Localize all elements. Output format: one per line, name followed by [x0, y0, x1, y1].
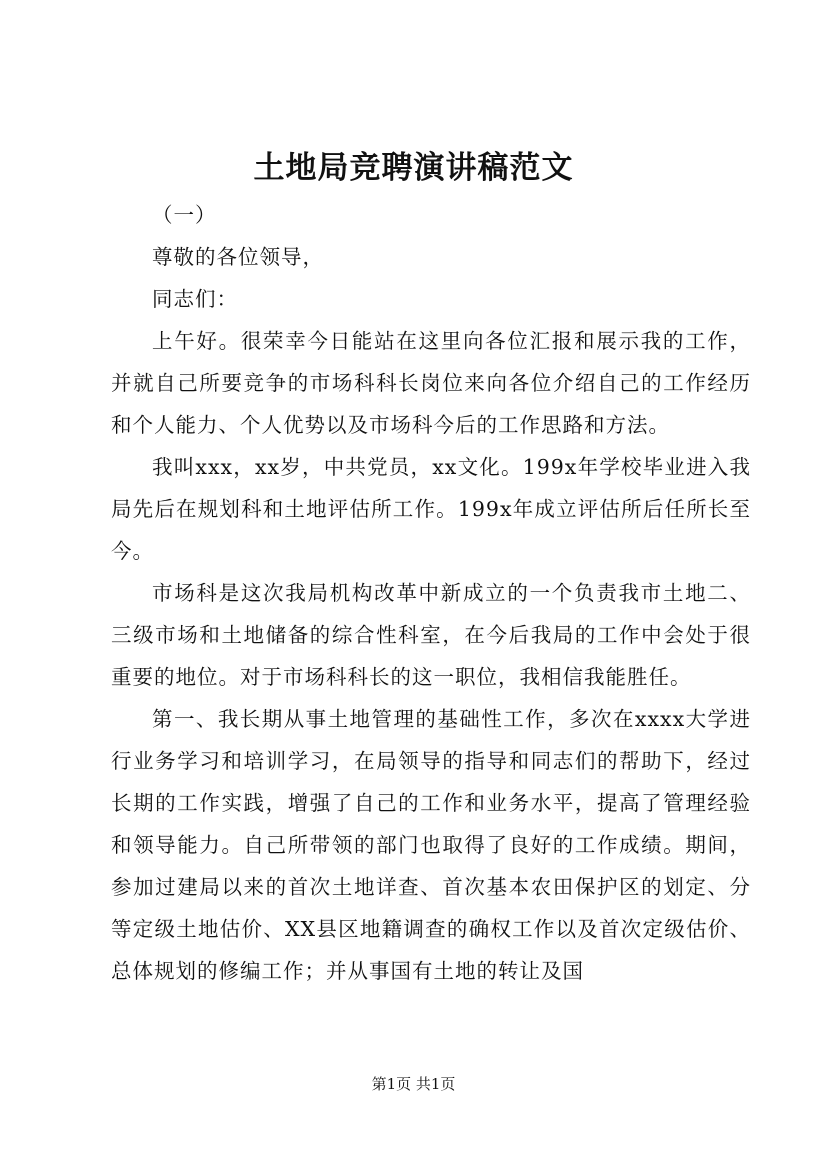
document-title: 土地局竞聘演讲稿范文 — [253, 150, 574, 186]
salutation: 尊敬的各位领导， — [152, 245, 324, 269]
page-footer: 第1页 共1页 — [371, 1075, 456, 1093]
paragraph-greeting: 上午好。很荣幸今日能站在这里向各位汇报和展示我的工作，并就自己所要竞争的市场科科长岗位来向各位介绍自己的工作经历和个人能力、个人优势以及市场科今后的工作思路和方法。 — [111, 329, 751, 437]
paragraph-first-reason: 第一、我长期从事土地管理的基础性工作，多次在xxxx大学进行业务学习和培训学习，在局领导的指导和同志们的帮助下，经过长期的工作实践，增强了自己的工作和业务水平，提高了管理经验和领导能力。自己所带领的部门也取得了良好的工作成绩。期间，参加过建局以来的首次土地详查、首次基本农田保护区的划定、分等定级土地估价、XX县区地籍调查的确权工作以及首次定级估价、总体规划的修编工作；并从事国有土地的转让及国 — [111, 707, 751, 983]
paragraph-introduction: 我叫xxx，xx岁，中共党员，xx文化。199x年学校毕业进入我局先后在规划科和土地评估所工作。199x年成立评估所后任所长至今。 — [111, 455, 751, 563]
paragraph-market-section: 市场科是这次我局机构改革中新成立的一个负责我市土地二、三级市场和土地储备的综合性科室，在今后我局的工作中会处于很重要的地位。对于市场科科长的这一职位，我相信我能胜任。 — [111, 581, 751, 689]
document-body — [111, 194, 751, 992]
section-marker: （一） — [152, 203, 217, 227]
salutation-comrades: 同志们： — [152, 287, 238, 311]
